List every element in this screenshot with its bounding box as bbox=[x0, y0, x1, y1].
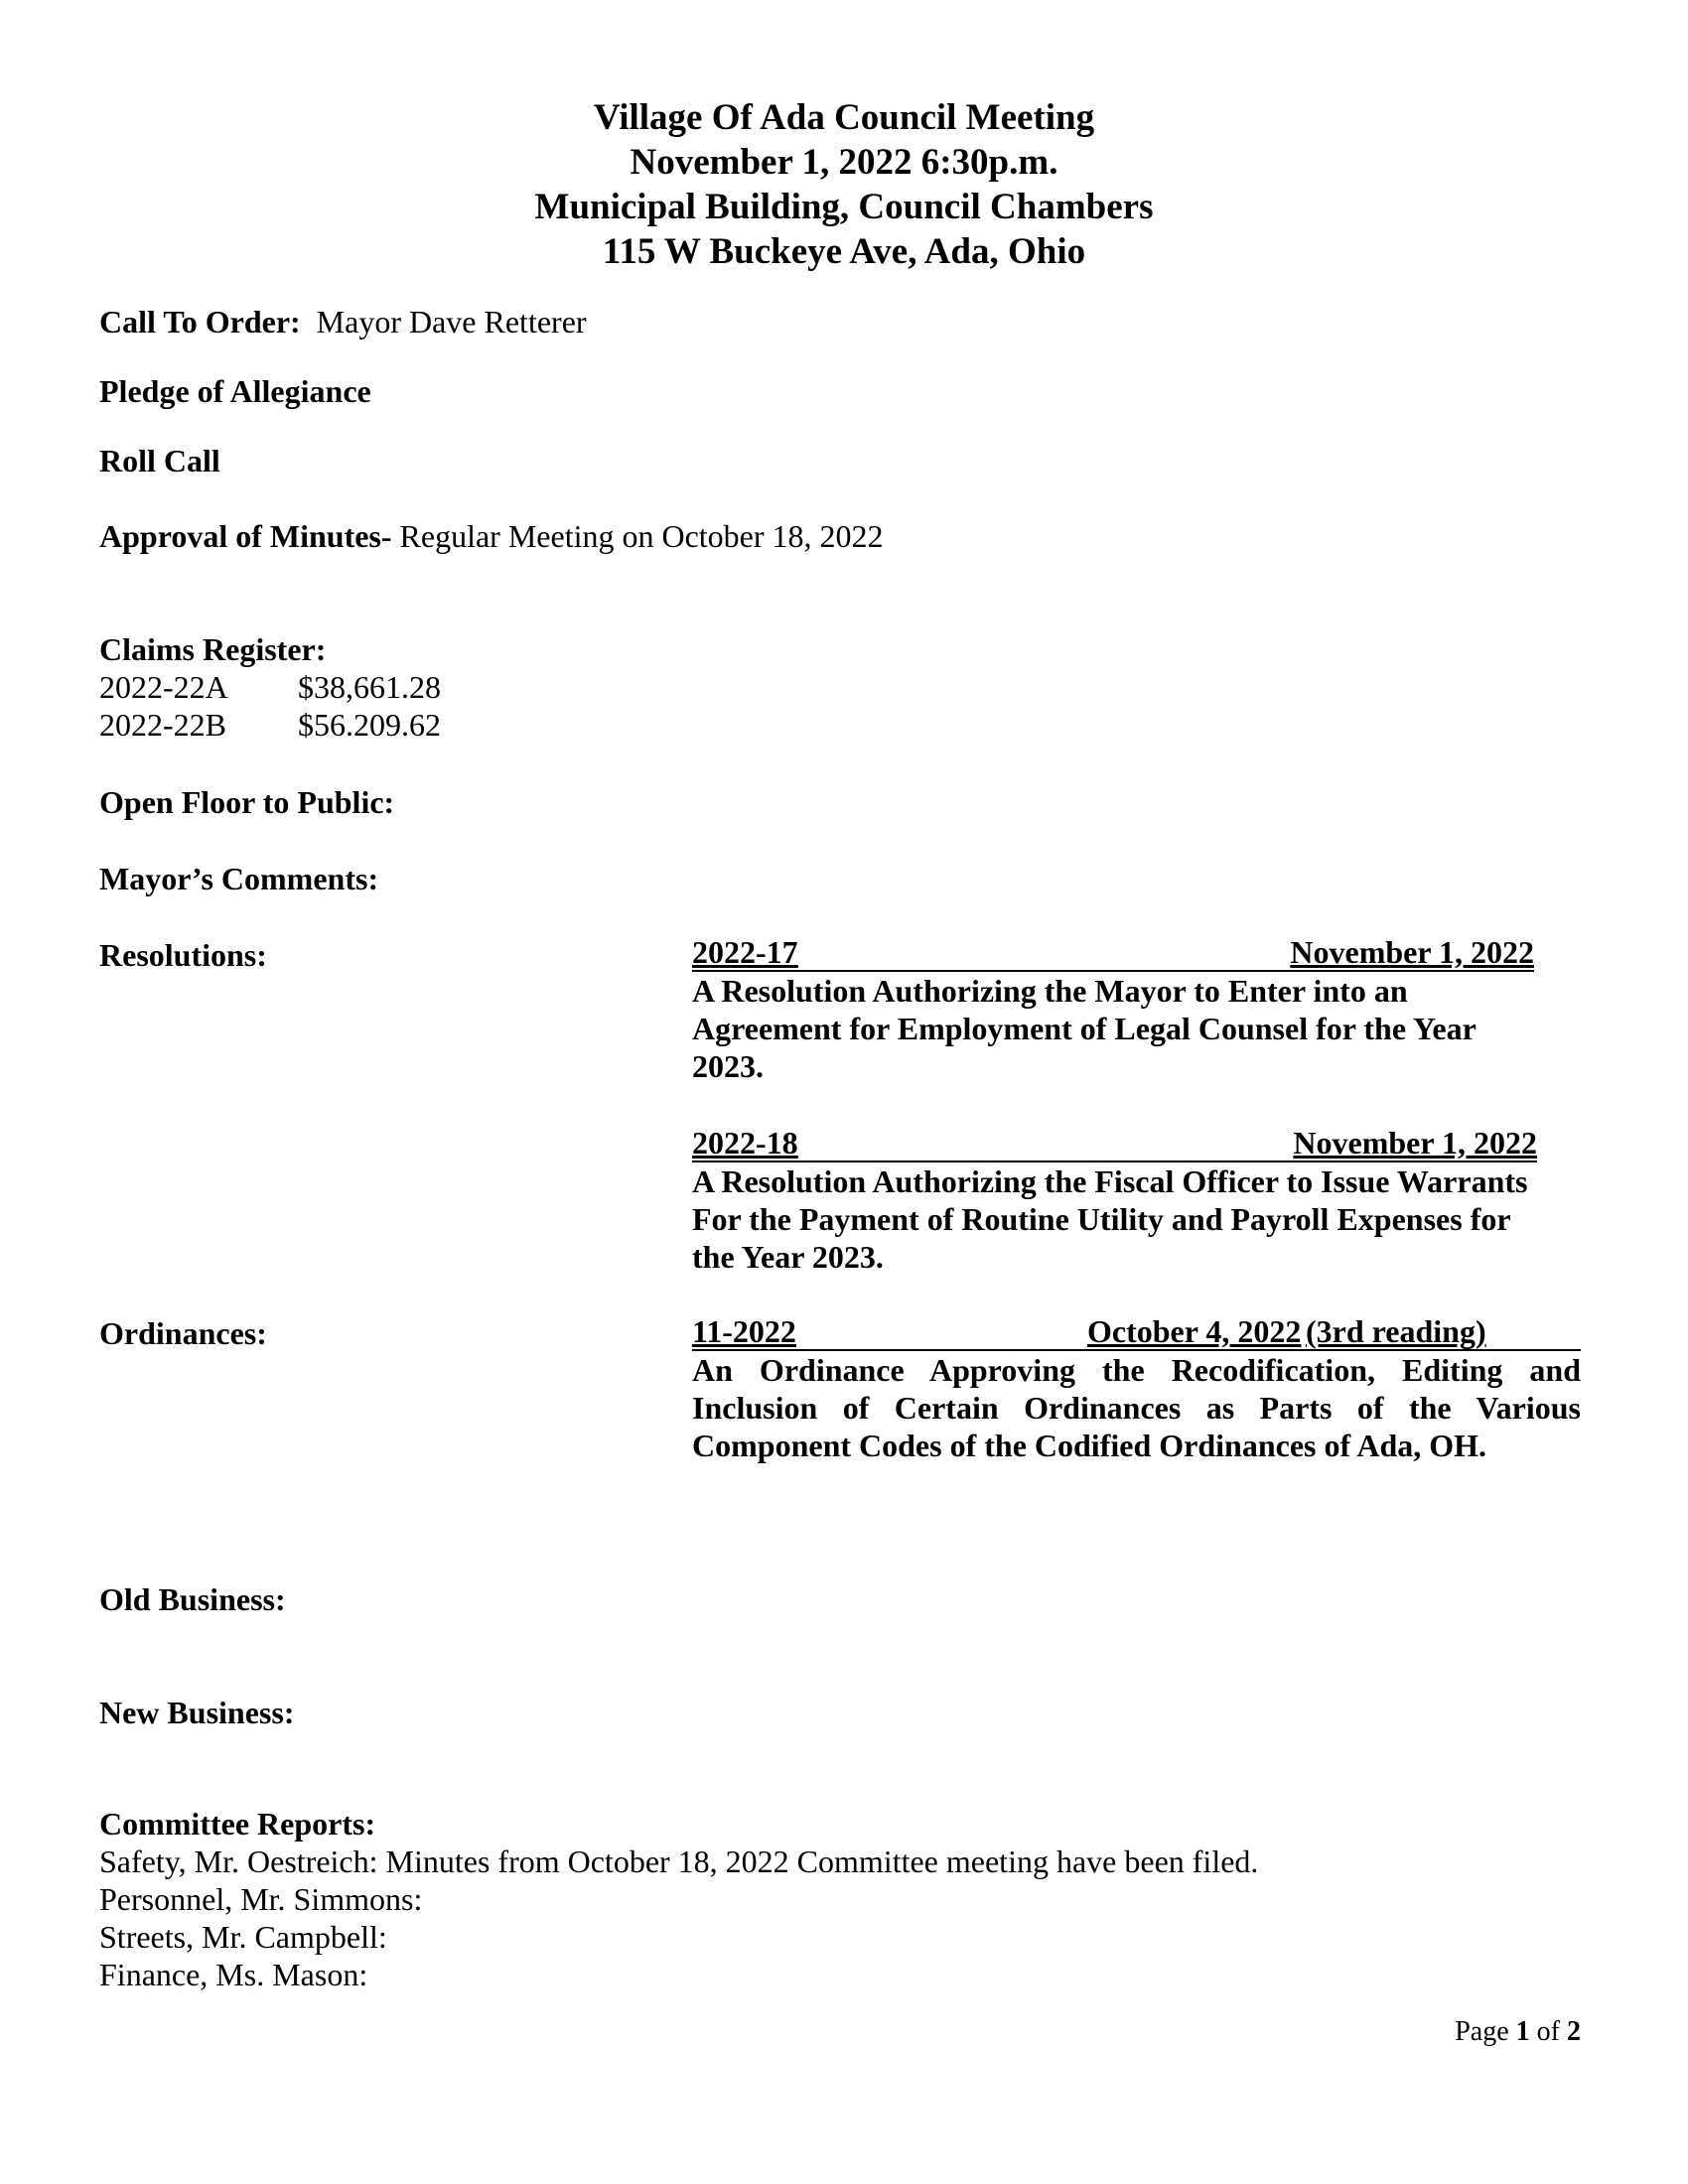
claim-amount: $56.209.62 bbox=[298, 707, 441, 743]
new-business-heading: New Business: bbox=[99, 1695, 295, 1730]
document-header bbox=[0, 95, 1688, 274]
resolution-date: November 1, 2022 bbox=[1293, 1125, 1537, 1160]
claim-code: 2022-22A bbox=[99, 669, 228, 705]
approval-value: Regular Meeting on October 18, 2022 bbox=[399, 518, 884, 554]
ordinance-header bbox=[692, 1313, 1581, 1351]
ordinances-heading: Ordinances: bbox=[99, 1315, 267, 1351]
resolution-date: November 1, 2022 bbox=[1290, 934, 1534, 970]
call-to-order-label: Call To Order: bbox=[99, 304, 301, 340]
roll-call-heading: Roll Call bbox=[99, 443, 220, 478]
ordinance-item bbox=[692, 1313, 1581, 1464]
resolution-description: A Resolution Authorizing the Fiscal Officer to Issue Warrants For the Payment of Routine Utility and Payroll Expenses for the Year 2023. bbox=[692, 1163, 1528, 1275]
page-current: 1 bbox=[1515, 2016, 1530, 2047]
committee-line: Streets, Mr. Campbell: bbox=[99, 1919, 387, 1955]
resolution-description: A Resolution Authorizing the Mayor to Enter into an Agreement for Employment of Legal Counsel for the Year 2023. bbox=[692, 973, 1477, 1084]
meeting-venue: Municipal Building, Council Chambers bbox=[534, 187, 1154, 227]
claim-code: 2022-22B bbox=[99, 707, 226, 743]
resolution-header bbox=[692, 1125, 1537, 1162]
claim-amount: $38,661.28 bbox=[298, 669, 441, 705]
committee-line: Personnel, Mr. Simmons: bbox=[99, 1881, 423, 1917]
page-number bbox=[1455, 2015, 1581, 2049]
page-total: 2 bbox=[1567, 2016, 1581, 2047]
page-of: of bbox=[1536, 2016, 1560, 2047]
committee-line: Safety, Mr. Oestreich: Minutes from October 18, 2022 Committee meeting have been filed. bbox=[99, 1843, 1259, 1879]
ordinance-reading: (3rd reading) bbox=[1306, 1313, 1486, 1349]
resolution-header bbox=[692, 934, 1534, 972]
ordinance-date: October 4, 2022 bbox=[1087, 1313, 1302, 1349]
committee-line: Finance, Ms. Mason: bbox=[99, 1957, 368, 1992]
claims-register bbox=[99, 630, 441, 744]
old-business-heading: Old Business: bbox=[99, 1581, 286, 1617]
resolution-number: 2022-17 bbox=[692, 934, 798, 970]
call-to-order bbox=[99, 303, 587, 341]
open-floor-heading: Open Floor to Public: bbox=[99, 784, 395, 820]
meeting-title: Village Of Ada Council Meeting bbox=[593, 97, 1095, 138]
mayors-comments-heading: Mayor’s Comments: bbox=[99, 861, 379, 896]
ordinance-number: 11-2022 bbox=[692, 1313, 796, 1349]
resolution-number: 2022-18 bbox=[692, 1125, 798, 1160]
meeting-address: 115 W Buckeye Ave, Ada, Ohio bbox=[602, 231, 1086, 272]
committee-reports-label: Committee Reports: bbox=[99, 1806, 376, 1842]
claims-row bbox=[99, 668, 441, 706]
claims-register-label: Claims Register: bbox=[99, 631, 327, 667]
page-prefix: Page bbox=[1455, 2016, 1509, 2047]
approval-label: Approval of Minutes- bbox=[99, 518, 392, 554]
claims-row bbox=[99, 706, 441, 744]
approval-of-minutes bbox=[99, 517, 884, 555]
resolutions-heading: Resolutions: bbox=[99, 937, 267, 973]
meeting-datetime: November 1, 2022 6:30p.m. bbox=[630, 142, 1058, 183]
pledge-heading: Pledge of Allegiance bbox=[99, 373, 371, 409]
resolution-item bbox=[692, 934, 1534, 1085]
resolution-item bbox=[692, 1125, 1537, 1276]
ordinance-description: An Ordinance Approving the Recodification, Editing and Inclusion of Certain Ordinances as Parts of the Various Component Codes of the Codified Ordinances of Ada, OH. bbox=[692, 1352, 1581, 1463]
committee-reports bbox=[99, 1805, 1258, 1993]
call-to-order-value: Mayor Dave Retterer bbox=[316, 304, 587, 340]
